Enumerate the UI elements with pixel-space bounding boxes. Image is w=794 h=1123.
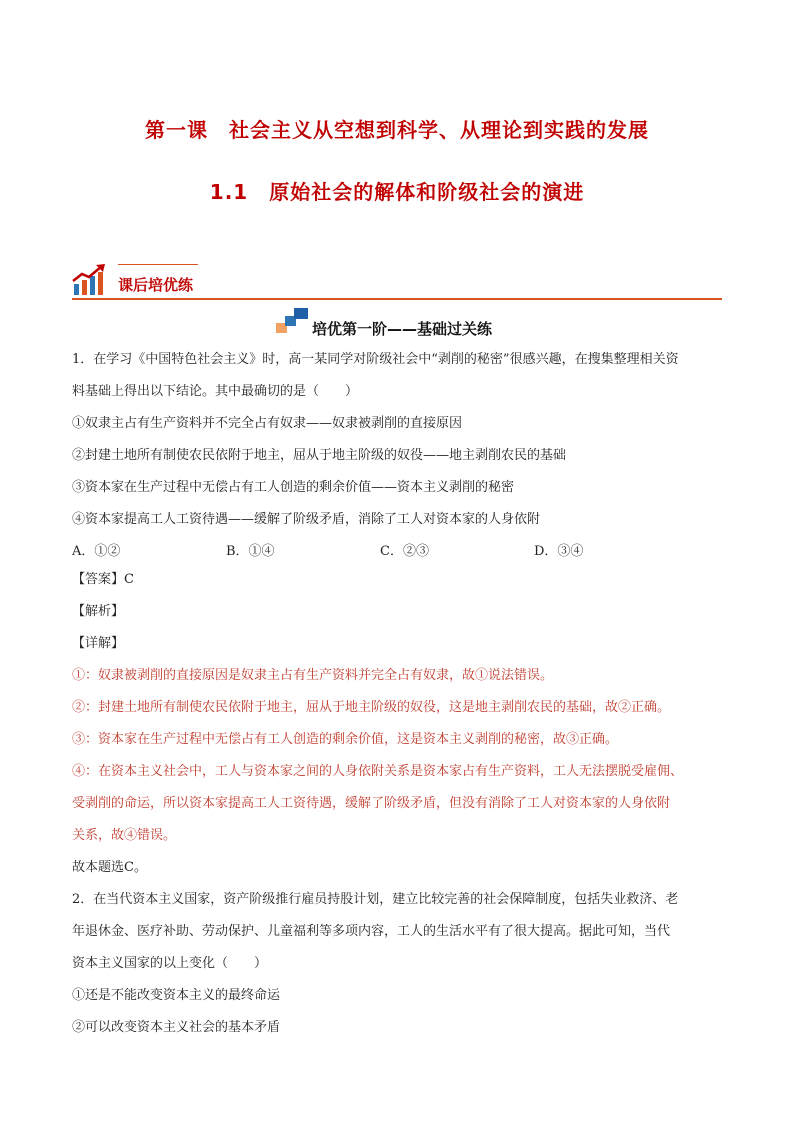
section-header-rule	[72, 298, 722, 300]
stairs-icon	[276, 307, 310, 333]
q1-explanation-3: ③：资本家在生产过程中无偿占有工人创造的剩余价值，这是资本主义剥削的秘密，故③正确。	[72, 732, 619, 747]
q1-option-b: B．①④	[226, 544, 275, 559]
q1-detail-label: 【详解】	[72, 636, 125, 651]
q2-item-2: ②可以改变资本主义社会的基本矛盾	[72, 1020, 281, 1035]
growth-chart-icon	[72, 264, 108, 296]
q1-item-3: ③资本家在生产过程中无偿占有工人创造的剩余价值——资本主义剥削的秘密	[72, 480, 515, 495]
q1-stem-line1: 1．在学习《中国特色社会主义》时，高一某同学对阶级社会中“剥削的秘密”很感兴趣，在搜集整理相关资	[72, 352, 679, 367]
section-header-rule-top	[118, 264, 198, 265]
section-label: 课后培优练	[118, 276, 194, 294]
q1-item-4: ④资本家提高工人工资待遇——缓解了阶级矛盾，消除了工人对资本家的人身依附	[72, 512, 541, 527]
q1-conclusion: 故本题选C。	[72, 860, 147, 875]
q1-analysis-label: 【解析】	[72, 604, 125, 619]
q2-stem-line2: 年退休金、医疗补助、劳动保护、儿童福利等多项内容，工人的生活水平有了很大提高。据此可知，当代	[72, 924, 671, 939]
section-title: 1.1 原始社会的解体和阶级社会的演进	[209, 180, 585, 204]
q1-option-c: C．②③	[380, 544, 429, 559]
lesson-title: 第一课 社会主义从空想到科学、从理论到实践的发展	[145, 118, 649, 142]
q1-explanation-4a: ④：在资本主义社会中，工人与资本家之间的人身依附关系是资本家占有生产资料，工人无法摆脱受雇佣、	[72, 764, 684, 779]
q1-option-a: A．①②	[72, 544, 121, 559]
q2-stem-line1: 2．在当代资本主义国家，资产阶级推行雇员持股计划，建立比较完善的社会保障制度，包括失业救济、老	[72, 892, 679, 907]
q1-answer: 【答案】C	[72, 572, 134, 587]
q1-stem-line2: 料基础上得出以下结论。其中最确切的是（ ）	[72, 384, 359, 399]
q1-option-d: D．③④	[534, 544, 584, 559]
q1-explanation-4b: 受剥削的命运，所以资本家提高工人工资待遇，缓解了阶级矛盾，但没有消除了工人对资本家的人身依附	[72, 796, 671, 811]
q1-item-2: ②封建土地所有制使农民依附于地主，屈从于地主阶级的奴役——地主剥削农民的基础	[72, 448, 567, 463]
q1-explanation-2: ②：封建土地所有制使农民依附于地主，屈从于地主阶级的奴役，这是地主剥削农民的基础，故②正确。	[72, 700, 671, 715]
q2-stem-line3: 资本主义国家的以上变化（ ）	[72, 956, 268, 971]
q1-explanation-1: ①：奴隶被剥削的直接原因是奴隶主占有生产资料并完全占有奴隶，故①说法错误。	[72, 668, 554, 683]
q2-item-1: ①还是不能改变资本主义的最终命运	[72, 988, 281, 1003]
q1-explanation-4c: 关系，故④错误。	[72, 828, 177, 843]
stage-label: 培优第一阶——基础过关练	[312, 320, 493, 338]
q1-item-1: ①奴隶主占有生产资料并不完全占有奴隶——奴隶被剥削的直接原因	[72, 416, 463, 431]
